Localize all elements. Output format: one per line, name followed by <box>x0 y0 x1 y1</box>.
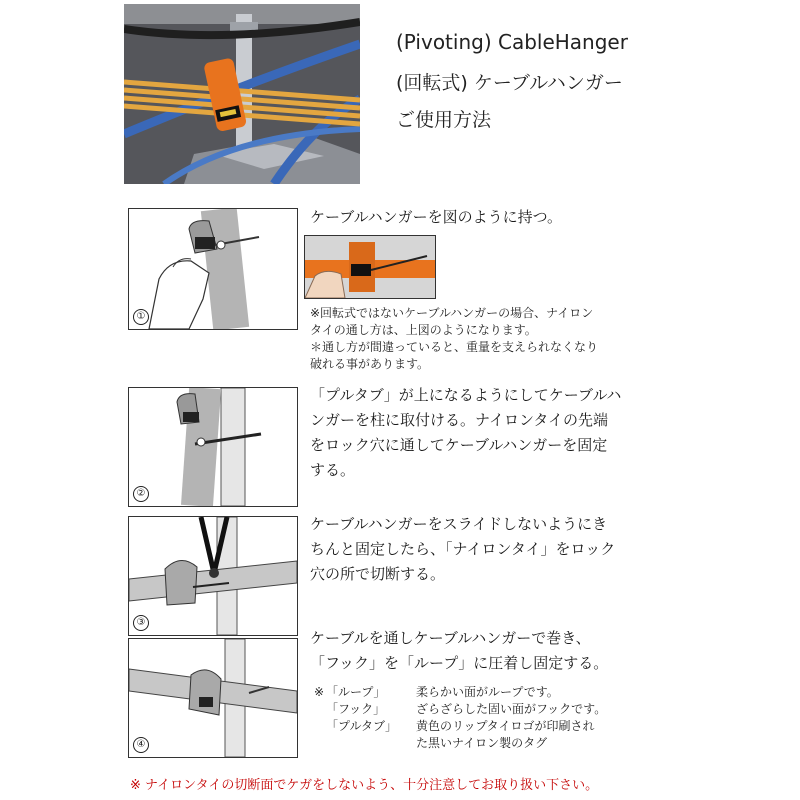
note-line: ※回転式ではないケーブルハンガーの場合、ナイロン <box>310 306 594 320</box>
legend-mark <box>314 701 326 718</box>
legend-mark: ※ <box>314 685 325 699</box>
legend-term <box>326 735 416 752</box>
cutting-tie-illustration <box>129 517 297 635</box>
wrapped-cable-illustration <box>129 639 297 757</box>
legend-term: 「ループ」 <box>326 685 386 699</box>
legend-row <box>314 701 606 718</box>
hand-holding-hanger-illustration <box>129 209 297 329</box>
step-4-illustration <box>128 638 298 758</box>
step-number: ① <box>133 309 149 325</box>
legend <box>314 684 606 752</box>
legend-row <box>314 718 606 735</box>
legend-desc: 柔らかい面がループです。 <box>416 685 559 699</box>
product-photo-illustration <box>124 4 360 184</box>
note-line: タイの通し方は、上図のようになります。 <box>310 323 537 337</box>
title-japanese: (回転式) ケーブルハンガー <box>396 72 623 94</box>
step-2-text <box>310 383 670 483</box>
step-1-notes <box>310 305 650 373</box>
step-3-line: ちんと固定したら、「ナイロンタイ」をロック <box>310 540 616 558</box>
legend-term: 「フック」 <box>326 702 386 716</box>
step-1-illustration <box>128 208 298 330</box>
product-photo <box>124 4 360 184</box>
legend-desc: た黒いナイロン製のタグ <box>416 736 548 750</box>
legend-row <box>314 684 606 701</box>
step-1-line: ケーブルハンガーを図のように持つ。 <box>310 208 563 226</box>
step-2-illustration <box>128 387 298 507</box>
legend-mark <box>314 718 326 735</box>
non-pivoting-hanger-photo <box>304 235 436 299</box>
hanger-on-pole-illustration <box>129 388 297 506</box>
step-2-line: ンガーを柱に取付ける。ナイロンタイの先端 <box>310 411 609 429</box>
legend-mark <box>314 735 326 752</box>
legend-row <box>314 735 606 752</box>
legend-desc: ざらざらした固い面がフックです。 <box>416 702 607 716</box>
step-1-text <box>310 205 670 230</box>
legend-term: 「プルタブ」 <box>326 719 398 733</box>
title-english: (Pivoting) CableHanger <box>396 30 628 54</box>
step-4-line: ケーブルを通しケーブルハンガーで巻き、 <box>310 629 591 647</box>
step-2-line: する。 <box>310 461 356 479</box>
subtitle: ご使用方法 <box>396 109 492 131</box>
step-number: ② <box>133 486 149 502</box>
step-number: ③ <box>133 615 149 631</box>
note-line: ＊通し方が間違っていると、重量を支えられなくなり <box>310 340 599 354</box>
safety-warning: ※ ナイロンタイの切断面でケガをしないよう、十分注意してお取り扱い下さい。 <box>130 778 599 793</box>
step-4-line: 「フック」を「ループ」に圧着し固定する。 <box>310 654 609 672</box>
step-2-line: 「プルタブ」が上になるようにしてケーブルハ <box>310 386 622 404</box>
inset-illustration <box>305 236 435 298</box>
step-4-text <box>310 626 670 676</box>
step-2-line: をロック穴に通してケーブルハンガーを固定 <box>310 436 608 454</box>
step-3-line: ケーブルハンガーをスライドしないようにき <box>310 515 608 533</box>
step-3-line: 穴の所で切断する。 <box>310 565 446 583</box>
step-number: ④ <box>133 737 149 753</box>
step-3-text <box>310 512 670 587</box>
note-line: 破れる事があります。 <box>310 357 430 371</box>
step-3-illustration <box>128 516 298 636</box>
legend-desc: 黄色のリップタイロゴが印刷され <box>416 719 595 733</box>
